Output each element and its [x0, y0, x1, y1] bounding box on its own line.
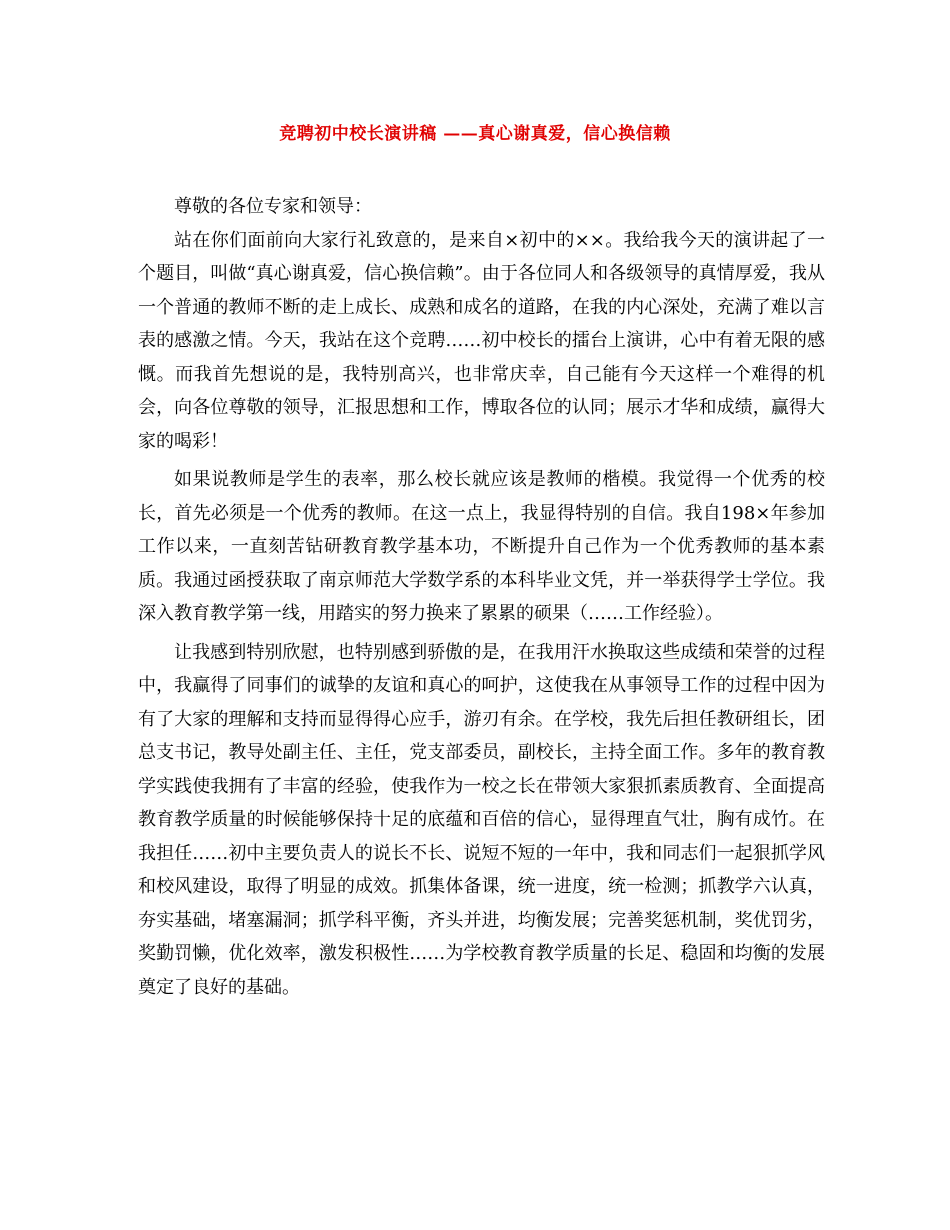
salutation: 尊敬的各位专家和领导：: [174, 196, 372, 217]
paragraph-1: 站在你们面前向大家行礼致意的，是来自×初中的××。我给我今天的演讲起了一个题目，叫做“真心谢真爱，信心换信赖”。由于各位同人和各级领导的真情厚爱，我从一个普通的教师不断的走上成长、成熟和成名的道路，在我的内心深处，充满了难以言表的感激之情。今天，我站在这个竞聘……初中校长的擂台上演讲，心中有着无限的感慨。而我首先想说的是，我特别高兴，也非常庆幸，自己能有今天这样一个难得的机会，向各位尊敬的领导，汇报思想和工作，博取各位的认同；展示才华和成绩，赢得大家的喝彩！: [138, 229, 825, 452]
document-body: [138, 190, 825, 1004]
document-title: 竞聘初中校长演讲稿 ——真心谢真爱，信心换信赖: [279, 124, 671, 144]
paragraph-3: 让我感到特别欣慰，也特别感到骄傲的是，在我用汗水换取这些成绩和荣誉的过程中，我赢得了同事们的诚挚的友谊和真心的呵护，这使我在从事领导工作的过程中因为有了大家的理解和支持而显得得心应手，游刃有余。在学校，我先后担任教研组长，团总支书记，教导处副主任、主任，党支部委员，副校长，主持全面工作。多年的教育教学实践使我拥有了丰富的经验，使我作为一校之长在带领大家狠抓素质教育、全面提高教育教学质量的时候能够保持十足的底蕴和百倍的信心，显得理直气壮，胸有成竹。在我担任……初中主要负责人的说长不长、说短不短的一年中，我和同志们一起狠抓学风和校风建设，取得了明显的成效。抓集体备课，统一进度，统一检测；抓教学六认真，夯实基础，堵塞漏洞；抓学科平衡，齐头并进，均衡发展；完善奖惩机制，奖优罚劣，奖勤罚懒，优化效率，激发积极性……为学校教育教学质量的长足、稳固和均衡的发展奠定了良好的基础。: [138, 641, 825, 998]
paragraph-2: 如果说教师是学生的表率，那么校长就应该是教师的楷模。我觉得一个优秀的校长，首先必须是一个优秀的教师。在这一点上，我显得特别的自信。我自198×年参加工作以来，一直刻苦钻研教育教学基本功，不断提升自己作为一个优秀教师的基本素质。我通过函授获取了南京师范大学数学系的本科毕业文凭，并一举获得学士学位。我深入教育教学第一线，用踏实的努力换来了累累的硕果（……工作经验）。: [138, 469, 825, 624]
